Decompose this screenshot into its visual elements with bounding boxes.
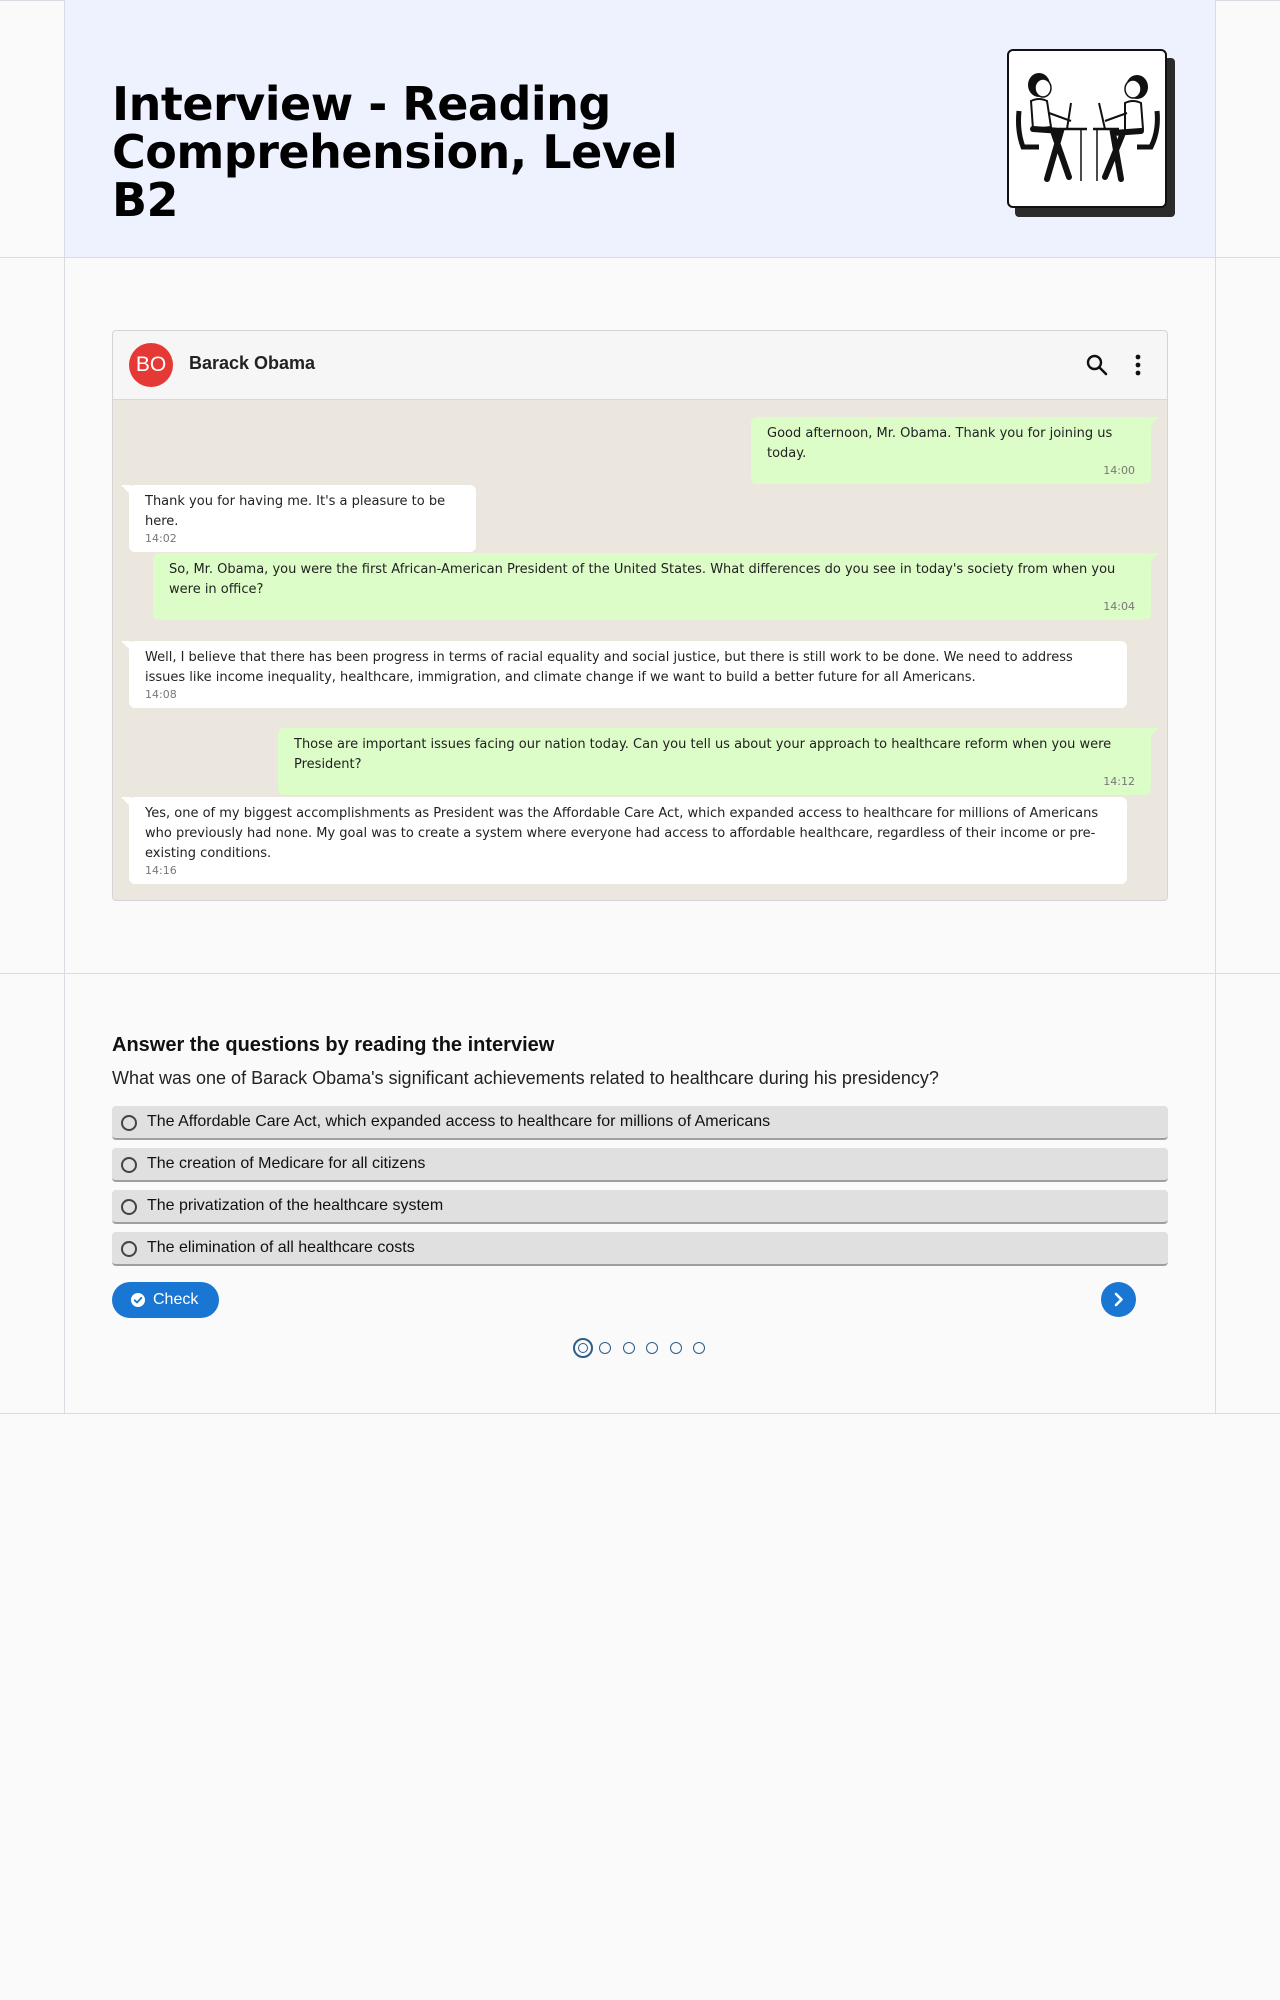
message-text: Those are important issues facing our nation today. Can you tell us about your approach to healthcare reform when you were President? [294, 737, 1112, 772]
answer-option[interactable] [112, 1190, 1168, 1224]
interview-illustration [1007, 49, 1167, 208]
radio-button[interactable] [121, 1115, 137, 1131]
search-icon[interactable] [1083, 351, 1111, 379]
message-text: Thank you for having me. It's a pleasure to be here. [145, 494, 446, 529]
answer-option[interactable] [112, 1148, 1168, 1182]
message-outgoing [751, 417, 1151, 484]
next-button[interactable] [1101, 1282, 1136, 1317]
answer-option[interactable] [112, 1232, 1168, 1266]
pagination-dots [573, 1338, 713, 1358]
message-text: Yes, one of my biggest accomplishments as President was the Affordable Care Act, which expanded access to healthcare for millions of Americans who previously had none. My goal was to create a system where everyone had access to affordable healthcare, regardless of their income or pre-existing conditions. [145, 806, 1099, 861]
chevron-right-icon [1110, 1291, 1127, 1308]
message-time: 14:12 [1103, 775, 1135, 788]
pagination-dot-5[interactable] [670, 1342, 682, 1354]
message-time: 14:00 [1103, 464, 1135, 477]
chat-window [112, 330, 1168, 901]
message-incoming [129, 485, 476, 552]
message-time: 14:02 [145, 532, 177, 545]
radio-button[interactable] [121, 1241, 137, 1257]
more-vert-icon[interactable] [1124, 351, 1152, 379]
message-incoming [129, 797, 1127, 884]
message-incoming [129, 641, 1127, 708]
message-text: Well, I believe that there has been progress in terms of racial equality and social justice, but there is still work to be done. We need to address issues like income inequality, healthcare, immigration, and climate change if we want to build a better future for all Americans. [145, 650, 1073, 685]
chat-header [113, 331, 1167, 400]
interview-people-icon [1009, 51, 1165, 206]
contact-name[interactable]: Barack Obama [189, 353, 316, 373]
grid-line-right [1215, 0, 1216, 1414]
check-circle-icon [131, 1293, 145, 1307]
message-time: 14:16 [145, 864, 177, 877]
answer-option-label: The Affordable Care Act, which expanded access to healthcare for millions of Americans [147, 1113, 771, 1130]
answer-option-label: The elimination of all healthcare costs [147, 1239, 415, 1256]
pagination-dot-2[interactable] [599, 1342, 611, 1354]
pagination-dot-4[interactable] [646, 1342, 658, 1354]
message-text: Good afternoon, Mr. Obama. Thank you for joining us today. [767, 426, 1113, 461]
quiz-question: What was one of Barack Obama's significant achievements related to healthcare during his presidency? [112, 1068, 939, 1088]
radio-button[interactable] [121, 1199, 137, 1215]
avatar[interactable]: BO [129, 343, 173, 387]
message-time: 14:08 [145, 688, 177, 701]
page-title: Interview - Reading Comprehension, Level B2 [112, 77, 678, 227]
answer-option-label: The creation of Medicare for all citizens [147, 1155, 426, 1172]
answer-option[interactable] [112, 1106, 1168, 1140]
radio-button[interactable] [121, 1157, 137, 1173]
check-button-label: Check [153, 1291, 199, 1308]
pagination-dot-3[interactable] [623, 1342, 635, 1354]
message-time: 14:04 [1103, 600, 1135, 613]
answer-option-label: The privatization of the healthcare system [147, 1197, 444, 1214]
message-text: So, Mr. Obama, you were the first African-American President of the United States. What differences do you see in today's society from when you were in office? [169, 562, 1116, 597]
quiz-heading: Answer the questions by reading the interview [112, 1034, 555, 1056]
pagination-dot-1[interactable] [573, 1338, 593, 1358]
grid-line-chat-bottom [0, 973, 1280, 974]
grid-line-quiz-bottom [0, 1413, 1280, 1414]
message-outgoing [153, 553, 1151, 620]
page-header [65, 0, 1215, 257]
message-outgoing [278, 728, 1151, 795]
pagination-dot-6[interactable] [693, 1342, 705, 1354]
grid-line-header-bottom [0, 257, 1280, 258]
check-button[interactable] [112, 1282, 219, 1318]
